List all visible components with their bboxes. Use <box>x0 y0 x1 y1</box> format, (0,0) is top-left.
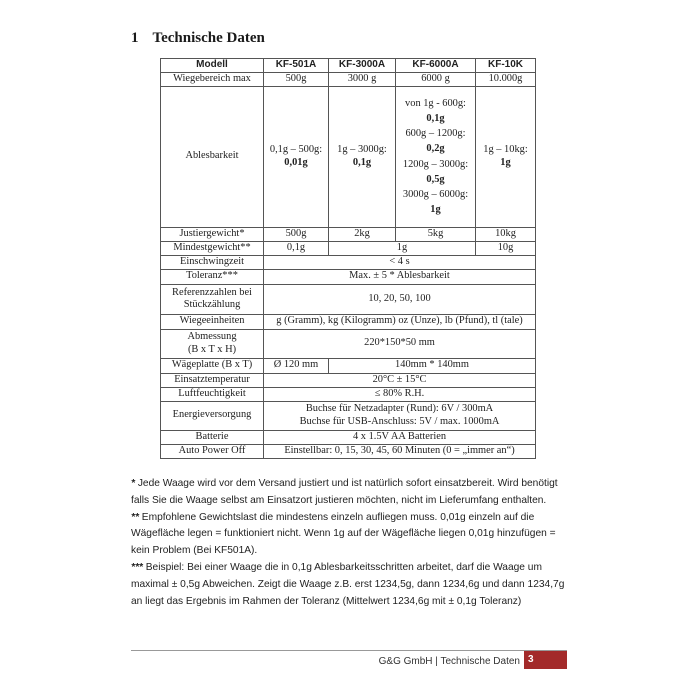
section-title: Technische Daten <box>152 30 265 46</box>
table-cell: 500g <box>264 72 329 86</box>
table-cell: 0,1g <box>264 241 329 255</box>
table-header: KF-3000A <box>329 59 396 73</box>
row-label: Referenzzahlen bei Stückzählung <box>161 284 264 314</box>
footnote <box>131 560 571 610</box>
table-cell: 10, 20, 50, 100 <box>264 284 536 314</box>
table-row <box>161 314 536 329</box>
table-row <box>161 430 536 444</box>
table-cell: Max. ± 5 * Ablesbarkeit <box>264 269 536 284</box>
table-cell: 3000 g <box>329 72 396 86</box>
page-number: 3 <box>528 654 534 665</box>
table-cell: 140mm * 140mm <box>329 358 536 373</box>
footnote-text: Empfohlene Gewichtslast die mindestens einzeln aufliegen muss. 0,01g einzeln auf die Wägefläche legen = funktioniert nicht. Wenn 1g auf der Wägefläche liegen 0,01g hinzufügen = kein Problem (Bei KF501A). <box>131 511 556 557</box>
table-cell: 1g – 3000g: 0,1g <box>329 86 396 227</box>
table-cell: Buchse für Netzadapter (Rund): 6V / 300mA Buchse für USB-Anschluss: 5V / max. 1000mA <box>264 401 536 430</box>
table-cell: 0,1g – 500g: 0,01g <box>264 86 329 227</box>
table-row <box>161 227 536 241</box>
table-cell: 1g – 10kg: 1g <box>476 86 536 227</box>
row-label: Toleranz*** <box>161 269 264 284</box>
table-row <box>161 86 536 227</box>
table-header: KF-501A <box>264 59 329 73</box>
row-label: Wägeplatte (B x T) <box>161 358 264 373</box>
table-cell: 5kg <box>396 227 476 241</box>
footer-text: G&G GmbH | Technische Daten <box>378 656 520 667</box>
footer-divider <box>131 650 567 651</box>
table-cell: 1g <box>329 241 476 255</box>
table-cell: < 4 s <box>264 255 536 269</box>
section-heading <box>131 30 265 47</box>
table-cell: 20°C ± 15°C <box>264 373 536 387</box>
row-label: Wiegeeinheiten <box>161 314 264 329</box>
footnote <box>131 510 571 560</box>
footnote <box>131 476 571 510</box>
row-label: Justiergewicht* <box>161 227 264 241</box>
table-cell: 2kg <box>329 227 396 241</box>
row-label: Ablesbarkeit <box>161 86 264 227</box>
row-label: Batterie <box>161 430 264 444</box>
table-cell: Ø 120 mm <box>264 358 329 373</box>
table-header: KF-10K <box>476 59 536 73</box>
row-label: Einsatztemperatur <box>161 373 264 387</box>
row-label: Wiegebereich max <box>161 72 264 86</box>
row-label: Energieversorgung <box>161 401 264 430</box>
footnote-text: Jede Waage wird vor dem Versand justiert und ist natürlich sofort einsatzbereit. Wird benötigt falls Sie die Waage selbst am Einsatzort justieren möchten, nicht im Lieferumfang enthalten. <box>131 478 558 506</box>
page-number-box <box>524 651 567 669</box>
footnote-marker: * <box>131 478 135 489</box>
table-cell: 4 x 1.5V AA Batterien <box>264 430 536 444</box>
table-cell: von 1g - 600g: 0,1g 600g – 1200g: 0,2g 1200g – 3000g: 0,5g 3000g – 6000g: 1g <box>396 86 476 227</box>
table-row <box>161 373 536 387</box>
table-cell: 500g <box>264 227 329 241</box>
table-row <box>161 401 536 430</box>
spec-table <box>160 58 536 459</box>
row-label: Abmessung (B x T x H) <box>161 329 264 358</box>
table-header-row <box>161 59 536 73</box>
table-cell: g (Gramm), kg (Kilogramm) oz (Unze), lb (Pfund), tl (tale) <box>264 314 536 329</box>
table-row <box>161 329 536 358</box>
table-row <box>161 387 536 401</box>
table-row <box>161 358 536 373</box>
table-header: KF-6000A <box>396 59 476 73</box>
table-row <box>161 444 536 458</box>
table-row <box>161 269 536 284</box>
footnotes <box>131 476 571 610</box>
table-row <box>161 241 536 255</box>
row-label: Einschwingzeit <box>161 255 264 269</box>
row-label: Mindestgewicht** <box>161 241 264 255</box>
footnote-text: Beispiel: Bei einer Waage die in 0,1g Ablesbarkeitsschritten arbeitet, darf die Waage um maximal ± 0,5g Abweichen. Zeigt die Waage z.B. erst 1234,5g, dann 1234,6g und dann 1234,7g an liegt das Ergebnis im Rahmen der Toleranz (Mittelwert 1234,6g mit ± 0,1g Toleranz) <box>131 561 565 607</box>
table-cell: Einstellbar: 0, 15, 30, 45, 60 Minuten (0 = „immer an“) <box>264 444 536 458</box>
row-label: Luftfeuchtigkeit <box>161 387 264 401</box>
section-number: 1 <box>131 30 139 46</box>
footnote-marker: *** <box>131 561 143 573</box>
table-cell: 10g <box>476 241 536 255</box>
table-cell: 10.000g <box>476 72 536 86</box>
table-cell: ≤ 80% R.H. <box>264 387 536 401</box>
table-cell: 220*150*50 mm <box>264 329 536 358</box>
table-row <box>161 284 536 314</box>
table-cell: 10kg <box>476 227 536 241</box>
table-cell: 6000 g <box>396 72 476 86</box>
table-header: Modell <box>161 59 264 73</box>
row-label: Auto Power Off <box>161 444 264 458</box>
footnote-marker: ** <box>131 511 139 523</box>
table-row <box>161 255 536 269</box>
table-row <box>161 72 536 86</box>
